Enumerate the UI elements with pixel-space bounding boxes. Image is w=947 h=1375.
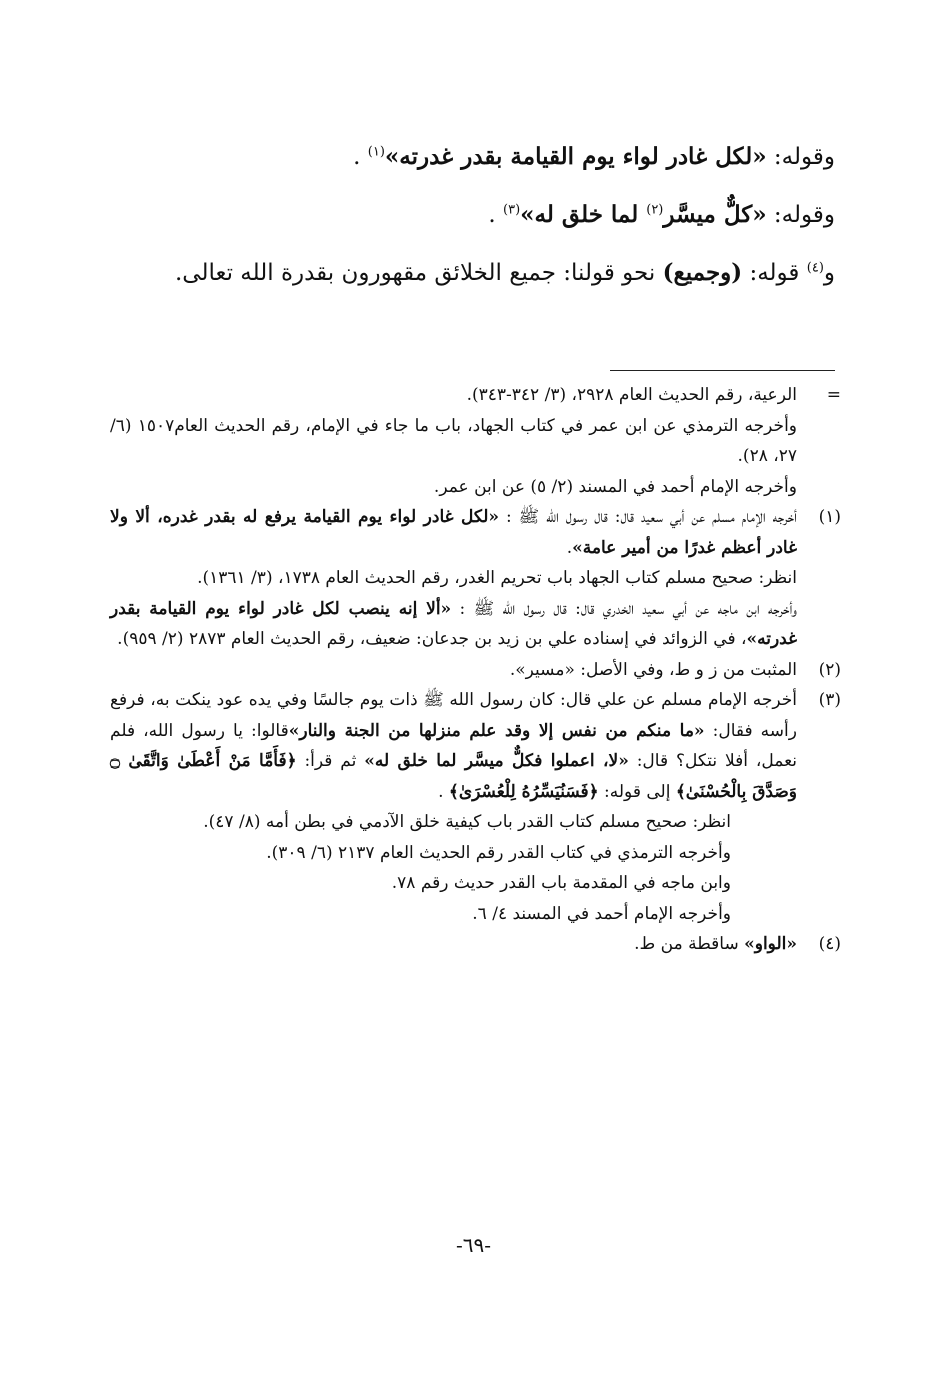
footnote-ref-4[interactable]: (٤) <box>806 260 824 276</box>
hadith-quote: لما خلق له» <box>520 201 647 228</box>
footnote-3: (٣) أخرجه الإمام مسلم عن علي قال: كان رسول الله ﷺ ذات يوم جالسًا وفي يده عود ينكت به، فرفع رأسه فقال: «ما منكم من نفس إلا وقد علم منزلها من الجنة والنار»قالوا: يا رسول الله، فلم نعمل، أفلا نتكل؟ قال: «لا، اعملوا فكلٌّ ميسَّر لما خلق له» ثم قرأ: ﴿فَأَمَّا مَنْ أَعْطَىٰ وَاتَّقَىٰ ۝ وَصَدَّقَ بِالْحُسْنَىٰ﴾ إلى قوله: ﴿فَسَنُيَسِّرُهُ لِلْعُسْرَىٰ﴾ . انظر: صحيح مسلم كتاب القدر باب كيفية خلق الآدمي في بطن أمه (٨/ ٤٧). وأخرجه الترمذي في كتاب القدر رقم الحديث العام ٢١٣٧ (٦/ ٣٠٩). وابن ماجه في المقدمة باب القدر حديث رقم ٧٨. وأخرجه الإمام أحمد في المسند ٤/ ٦. <box>110 685 841 929</box>
footnote-1: (١) أخرجه الإمام مسلم عن أبي سعيد قال: قال رسول الله ﷺ : «لكل غادر لواء يوم القيامة يرفع له بقدر غدره، ألا ولا غادر أعظم غدرًا من أمير عامة». انظر: صحيح مسلم كتاب الجهاد باب تحريم الغدر، رقم الحديث العام ١٧٣٨، (٣/ ١٣٦١). وأخرجه ابن ماجه عن أبي سعيد الخدري قال: قال رسول الله ﷺ : «ألا إنه ينصب لكل غادر لواء يوم القيامة بقدر غدرته»، في الزوائد في إسناده علي بن زيد بن جدعان: ضعيف، رقم الحديث العام ٢٨٧٣ (٢/ ٩٥٩). <box>110 502 841 655</box>
footnote-ref-3[interactable]: (٣) <box>503 202 521 218</box>
page-number: -٦٩- <box>455 1233 491 1257</box>
footnote-line: وأخرجه الترمذي عن ابن عمر في كتاب الجهاد، باب ما جاء في الإمام، رقم الحديث العام١٥٠٧ (٦/ ٢٧، ٢٨). <box>110 415 797 466</box>
paragraph-3: و$^{(٤)}$ قوله: (وجميع) نحو قولنا: جميع الخلائق مقهورون بقدرة الله تعالى. <box>174 259 835 286</box>
footnote-number: (٢) <box>818 659 841 680</box>
footnote-number: (٤) <box>818 934 841 954</box>
footnote-4: (٤) «الواو» ساقطة من ط. <box>110 929 841 960</box>
footnote-ref-1[interactable]: (١) <box>367 144 385 160</box>
quran-verse: ﴿فَسَنُيَسِّرُهُ لِلْعُسْرَىٰ﴾ <box>448 781 599 802</box>
footnote-number: (٣) <box>818 690 841 710</box>
footnote-2: (٢) المثبت من ز و ط، وفي الأصل: «مسير». <box>110 655 841 686</box>
footnotes <box>110 380 841 960</box>
footnote-continuation <box>110 380 841 502</box>
quran-verse: ﴿فَأَمَّا مَنْ أَعْطَىٰ وَاتَّقَىٰ ۝ وَصَدَّقَ بِالْحُسْنَىٰ﴾ <box>110 751 797 802</box>
footnote-separator <box>610 370 835 371</box>
paragraph-1: وقوله: «لكل غادر لواء يوم القيامة بقدر غدرته»$^{(١)}$ . <box>353 143 835 170</box>
footnote-line: وأخرجه الإمام أحمد في المسند (٢/ ٥) عن ابن عمر. <box>433 476 797 497</box>
footnote-number: (١) <box>818 507 841 527</box>
continuation-marker: = <box>826 385 841 405</box>
footnote-ref-2[interactable]: (٢) <box>646 202 664 218</box>
hadith-quote: «لكل غادر لواء يوم القيامة بقدر غدرته» <box>384 143 767 170</box>
footnote-line: الرعية، رقم الحديث العام ٢٩٢٨، (٣/ ٣٤٢-٣٤٣). <box>466 385 797 405</box>
quoted-term: (وجميع) <box>662 259 743 286</box>
paragraph-2: وقوله: «كلٌّ ميسَّر$^{(٢)}$ لما خلق له»$^{(٣)}$ . <box>488 201 835 228</box>
main-text <box>118 128 835 302</box>
hadith-quote: «كلٌّ ميسَّر <box>663 201 767 228</box>
